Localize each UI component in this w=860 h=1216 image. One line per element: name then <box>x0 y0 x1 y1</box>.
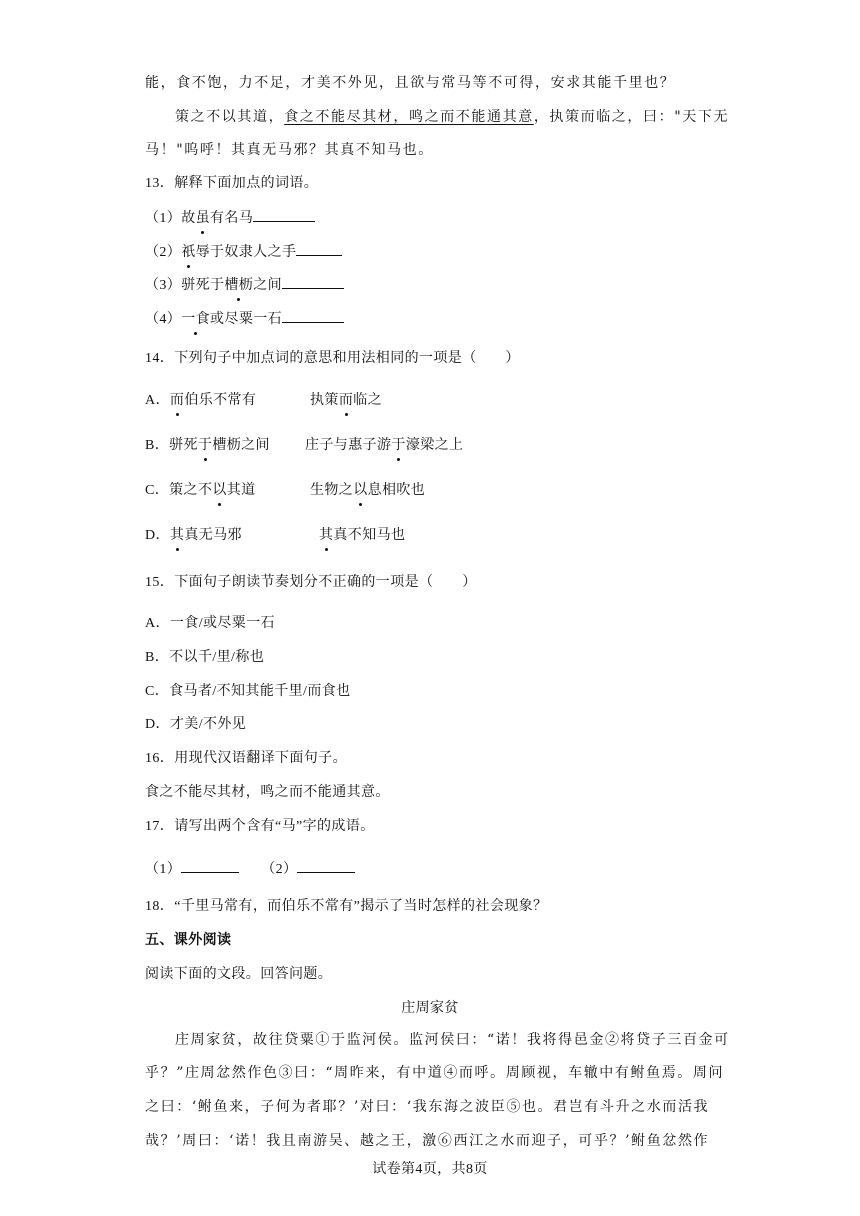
q17-stem: 17．请写出两个含有“马”字的成语。 <box>145 819 375 834</box>
passage-title: 庄周家贫 <box>401 1001 459 1016</box>
footer-row <box>0 1160 860 1180</box>
blank-label-2: （2） <box>261 862 298 877</box>
q14-option-d-second <box>319 526 405 546</box>
option-text: 伯乐不常有 <box>184 393 257 408</box>
item-text: 有名马 <box>210 211 254 226</box>
option-text: 真不知马也 <box>333 528 406 543</box>
answer-blank[interactable] <box>282 308 344 323</box>
blank-label-1: （1） <box>145 862 182 877</box>
q18-stem: 18．“千里马常有，而伯乐不常有”揭示了当时怎样的社会现象？ <box>145 899 548 914</box>
option-letter: C． <box>145 483 170 498</box>
reading-line-2: 乎？”庄周忿然作色③曰：“周昨来，有中道④而呼。周顾视，车辙中有鲋鱼焉。周问 <box>145 1065 725 1081</box>
reading-line-3: 之曰：‘鲋鱼来，子何为者耶？’对曰：‘我东海之波臣⑤也。君岂有斗升之水而活我 <box>145 1099 710 1115</box>
item-text: 之间 <box>253 278 283 293</box>
option-text: 策之不 <box>169 483 213 498</box>
option-text: 骈死 <box>169 438 198 453</box>
dotted-word: 虽 <box>196 209 210 229</box>
section-intro: 阅读下面的文段。回答问题。 <box>145 967 333 982</box>
answer-blank[interactable] <box>282 274 344 289</box>
page-footer: 试卷第4页，共8页 <box>372 1162 488 1177</box>
item-number: （2） <box>145 245 182 260</box>
passage-line-2-end: ，执策而临之，曰："天下无 <box>533 109 730 125</box>
option-letter: B． <box>145 438 170 453</box>
q15-option-b[interactable]: B．不以千/里/称也 <box>145 650 265 665</box>
answer-blank[interactable] <box>253 207 315 222</box>
dotted-word: 以 <box>353 481 367 501</box>
passage-line-2-start: 策之不以其道， <box>175 109 285 125</box>
dotted-word: 而 <box>170 391 184 411</box>
q15-option-d[interactable]: D．才美/不外见 <box>145 717 247 732</box>
q13-item-4 <box>145 308 344 330</box>
q14-option-d[interactable] <box>145 526 242 546</box>
item-text: 骈死于 <box>181 278 225 293</box>
dotted-word: 其 <box>319 526 333 546</box>
dotted-word: 其 <box>170 526 184 546</box>
passage-line-1: 能，食不饱，力不足，才美不外见，且欲与常马等不可得，安求其能千里也？ <box>145 75 676 91</box>
dotted-word: 于 <box>391 436 405 456</box>
q14-option-a[interactable] <box>145 391 256 411</box>
option-text: 执策 <box>310 393 339 408</box>
q15-option-c[interactable]: C．食马者/不知其能千里/而食也 <box>145 684 351 699</box>
q13-stem: 13．解释下面加点的词语。 <box>145 176 319 191</box>
q14-option-a-second <box>310 391 382 411</box>
dotted-word: 而 <box>339 391 353 411</box>
q14-option-b-second <box>305 436 463 456</box>
section-heading: 五、课外阅读 <box>145 933 232 948</box>
option-text: 生物之 <box>310 483 354 498</box>
q13-item-2 <box>145 241 342 263</box>
option-text: 濠梁之上 <box>405 438 464 453</box>
q13-item-1 <box>145 207 315 229</box>
underlined-sentence: 食之不能尽其材，鸣之而不能通其意 <box>284 109 534 125</box>
dotted-word: 于 <box>198 436 212 456</box>
reading-line-4: 哉？’周曰：‘诺！我且南游吴、越之王，激⑥西江之水而迎子，可乎？’鲋鱼忿然作 <box>145 1133 710 1149</box>
dotted-word: 祇 <box>181 243 195 263</box>
option-letter: A． <box>145 393 170 408</box>
passage-title-row <box>0 999 860 1019</box>
idiom-blank-2[interactable] <box>297 858 355 873</box>
reading-line-1: 庄周家贫，故往贷粟①于监河侯。监河侯曰：“诺！我将得邑金②将贷子三百金可 <box>175 1032 730 1048</box>
q16-sentence: 食之不能尽其材，鸣之而不能通其意。 <box>145 785 390 800</box>
q14-option-c-second <box>310 481 425 501</box>
option-text: 庄子与惠子游 <box>305 438 392 453</box>
item-text: 或尽粟一石 <box>210 312 283 327</box>
q14-option-b[interactable] <box>145 436 270 456</box>
item-text: 辱于奴隶人之手 <box>195 245 297 260</box>
option-text: 真无马邪 <box>184 528 242 543</box>
option-text: 其道 <box>226 483 256 498</box>
dotted-word: 一食 <box>181 310 210 330</box>
item-number: （3） <box>145 278 182 293</box>
option-text: 槽枥之间 <box>212 438 270 453</box>
idiom-blank-1[interactable] <box>181 858 239 873</box>
option-letter: D． <box>145 528 170 543</box>
option-text: 临之 <box>353 393 383 408</box>
q13-item-3 <box>145 274 344 296</box>
q14-option-c[interactable] <box>145 481 256 501</box>
q15-stem: 15．下面句子朗读节奏划分不正确的一项是（ ） <box>145 575 477 590</box>
q15-option-a[interactable]: A．一食/或尽粟一石 <box>145 616 275 631</box>
dotted-word: 以 <box>212 481 226 501</box>
item-number: （1） <box>145 211 182 226</box>
passage-line-3: 马！"呜呼！其真无马邪？其真不知马也。 <box>145 142 434 158</box>
item-text: 故 <box>181 211 196 226</box>
option-text: 息相吹也 <box>367 483 426 498</box>
q14-stem: 14．下列句子中加点词的意思和用法相同的一项是（ ） <box>145 351 520 366</box>
item-number: （4） <box>145 312 182 327</box>
answer-blank[interactable] <box>296 241 342 256</box>
q16-stem: 16．用现代汉语翻译下面句子。 <box>145 751 347 766</box>
q17-blanks <box>145 858 355 880</box>
dotted-word: 槽枥 <box>224 276 253 296</box>
passage-line-2 <box>175 107 729 127</box>
